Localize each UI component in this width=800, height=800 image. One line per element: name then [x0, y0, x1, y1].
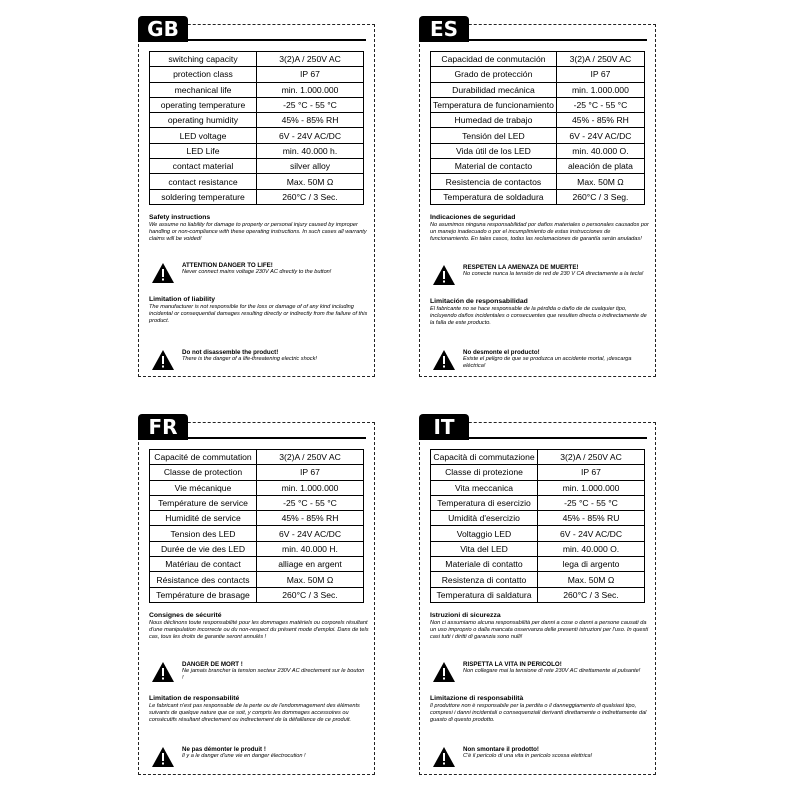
spec-value: -25 °C - 55 °C	[556, 97, 644, 112]
spec-value: min. 40.000 h.	[257, 143, 364, 158]
liability-title: Limitation de responsabilité	[149, 695, 240, 702]
spec-row	[150, 174, 364, 189]
spec-label: Umidità d'esercizio	[431, 511, 538, 526]
spec-value: -25 °C - 55 °C	[538, 495, 645, 510]
spec-label: Vita meccanica	[431, 480, 538, 495]
spec-label: Tensión del LED	[431, 128, 557, 143]
spec-label: LED Life	[150, 143, 257, 158]
divider	[468, 437, 647, 439]
spec-label: Humidité de service	[150, 511, 257, 526]
spec-label: Resistenza di contatto	[431, 572, 538, 587]
spec-label: Température de service	[150, 495, 257, 510]
spec-value: 45% - 85% RH	[556, 113, 644, 128]
spec-value: 6V - 24V AC/DC	[556, 128, 644, 143]
warning-text: Existe el peligro de que se produzca un accidente mortal, ¡descarga eléctrica!	[463, 356, 632, 369]
warning-triangle-icon	[151, 661, 175, 683]
spec-table	[149, 449, 364, 603]
spec-row	[431, 541, 645, 556]
spec-label: Material de contacto	[431, 159, 557, 174]
spec-row	[150, 465, 364, 480]
warning-title: Non smontare il prodotto!	[463, 746, 539, 753]
spec-row	[431, 495, 645, 510]
spec-row	[150, 113, 364, 128]
spec-row	[431, 526, 645, 541]
spec-label: Materiale di contatto	[431, 557, 538, 572]
spec-value: IP 67	[556, 67, 644, 82]
warning-disassemble	[151, 746, 366, 772]
safety-section	[149, 612, 369, 641]
spec-row	[150, 159, 364, 174]
warning-title: ATTENTION DANGER TO LIFE!	[182, 262, 273, 269]
spec-label: LED voltage	[150, 128, 257, 143]
spec-value: 6V - 24V AC/DC	[257, 128, 364, 143]
spec-row	[150, 572, 364, 587]
spec-value: min. 40.000 O.	[538, 541, 645, 556]
spec-row	[431, 82, 645, 97]
safety-title: Consignes de sécurité	[149, 612, 222, 619]
spec-row	[150, 511, 364, 526]
warning-title: RISPETTA LA VITA IN PERICOLO!	[463, 661, 562, 668]
warning-triangle-icon	[151, 746, 175, 768]
divider	[187, 39, 366, 41]
warning-triangle-icon	[151, 349, 175, 371]
warning-danger-to-life	[432, 661, 647, 687]
warning-disassemble	[151, 349, 366, 375]
safety-title: Indicaciones de seguridad	[430, 214, 516, 221]
spec-row	[431, 128, 645, 143]
spec-label: Matériau de contact	[150, 557, 257, 572]
spec-label: Vita del LED	[431, 541, 538, 556]
spec-label: Résistance des contacts	[150, 572, 257, 587]
liability-text: El fabricante no se hace responsable de la pérdida o daño de de cualquier tipo, incluyendo daños incidentales o consecuentes que resulten directa o indirectamente de la falla de este producto.	[430, 306, 647, 326]
spec-row	[150, 128, 364, 143]
spec-label: Tension des LED	[150, 526, 257, 541]
spec-label: mechanical life	[150, 82, 257, 97]
spec-row	[431, 189, 645, 204]
spec-value: 260°C / 3 Sec.	[257, 189, 364, 204]
spec-value: Max. 50M Ω	[538, 572, 645, 587]
warning-danger-to-life	[432, 264, 647, 290]
spec-row	[150, 189, 364, 204]
warning-text: Never connect mains voltage 230V AC directly to the button!	[182, 269, 332, 275]
spec-label: Grado de protección	[431, 67, 557, 82]
spec-value: 3(2)A / 250V AC	[538, 450, 645, 465]
spec-label: contact resistance	[150, 174, 257, 189]
language-tab: ES	[419, 16, 469, 42]
warning-title: Do not disassemble the product!	[182, 349, 279, 356]
spec-label: contact material	[150, 159, 257, 174]
spec-value: lega di argento	[538, 557, 645, 572]
spec-row	[150, 541, 364, 556]
spec-row	[431, 67, 645, 82]
spec-value: min. 1.000.000	[257, 480, 364, 495]
warning-triangle-icon	[432, 746, 456, 768]
warning-text: No conecte nunca la tensión de red de 230 V CA directamente a la tecla!	[463, 271, 644, 277]
spec-label: Classe de protection	[150, 465, 257, 480]
safety-title: Safety instructions	[149, 214, 211, 221]
spec-value: silver alloy	[257, 159, 364, 174]
spec-row	[150, 97, 364, 112]
liability-title: Limitation of liability	[149, 296, 216, 303]
spec-label: Capacità di commutazione	[431, 450, 538, 465]
spec-value: Max. 50M Ω	[257, 572, 364, 587]
spec-value: min. 1.000.000	[556, 82, 644, 97]
warning-disassemble	[432, 349, 647, 375]
safety-section	[430, 612, 650, 641]
spec-label: Temperatura de soldadura	[431, 189, 557, 204]
spec-value: min. 40.000 H.	[257, 541, 364, 556]
spec-row	[431, 480, 645, 495]
spec-value: aleación de plata	[556, 159, 644, 174]
card-es	[419, 17, 656, 377]
liability-title: Limitazione di responsabilità	[430, 695, 524, 702]
spec-value: 45% - 85% RH	[257, 113, 364, 128]
spec-value: 45% - 85% RU	[538, 511, 645, 526]
spec-value: min. 1.000.000	[257, 82, 364, 97]
language-tab: GB	[138, 16, 188, 42]
safety-text: Nous déclinons toute responsabilité pour les dommages matériels ou corporels résultant d'une manipulation incorrecte ou du non-respect du présent mode d'emploi. Dans de tels cas, tous les droits de garantie seront annulés !	[149, 620, 369, 640]
warning-title: DANGER DE MORT !	[182, 661, 243, 668]
spec-label: Capacidad de conmutación	[431, 52, 557, 67]
spec-value: Max. 50M Ω	[556, 174, 644, 189]
spec-row	[150, 557, 364, 572]
spec-value: IP 67	[257, 465, 364, 480]
warning-text: Ne jamais brancher la tension secteur 230V AC directement sur le bouton !	[182, 668, 365, 681]
warning-danger-to-life	[151, 262, 366, 288]
spec-label: Vida útil de los LED	[431, 143, 557, 158]
safety-section	[430, 214, 650, 243]
warning-title: Ne pas démonter le produit !	[182, 746, 266, 753]
safety-text: No asumimos ninguna responsabilidad por daños materiales o personales causados por un manejo inadecuado o por el incumplimiento de estas instrucciones de funcionamiento. En tales casos, todas las reclamaciones de garantía serán anuladas!	[430, 222, 649, 242]
spec-table	[430, 51, 645, 205]
spec-value: IP 67	[538, 465, 645, 480]
warning-text: C'è il pericolo di una vita in pericolo scossa elettrica!	[463, 753, 593, 759]
spec-value: -25 °C - 55 °C	[257, 495, 364, 510]
spec-value: alliage en argent	[257, 557, 364, 572]
spec-value: 6V - 24V AC/DC	[257, 526, 364, 541]
warning-text: Non collegare mai la tensione di rete 230V AC direttamente al pulsante!	[463, 668, 641, 674]
spec-value: 260°C / 3 Sec.	[538, 587, 645, 602]
spec-label: Vie mécanique	[150, 480, 257, 495]
spec-label: switching capacity	[150, 52, 257, 67]
spec-value: 260°C / 3 Sec.	[257, 587, 364, 602]
language-tab: FR	[138, 414, 188, 440]
warning-danger-to-life	[151, 661, 366, 687]
spec-row	[150, 480, 364, 495]
spec-row	[431, 52, 645, 67]
spec-row	[431, 143, 645, 158]
safety-text: We assume no liability for damage to property or personal injury caused by improper handling or non-compliance with these operating instructions. In such cases all warranty claims will be voided!	[149, 222, 367, 242]
spec-label: Voltaggio LED	[431, 526, 538, 541]
spec-row	[150, 587, 364, 602]
spec-value: 6V - 24V AC/DC	[538, 526, 645, 541]
liability-title: Limitación de responsabilidad	[430, 298, 528, 305]
spec-label: soldering temperature	[150, 189, 257, 204]
language-tab: IT	[419, 414, 469, 440]
liability-section	[149, 695, 369, 724]
divider	[468, 39, 647, 41]
spec-label: Temperatura de funcionamiento	[431, 97, 557, 112]
spec-label: Temperatura di esercizio	[431, 495, 538, 510]
spec-row	[431, 557, 645, 572]
card-fr	[138, 415, 375, 775]
liability-section	[149, 296, 369, 325]
liability-section	[430, 695, 650, 724]
spec-row	[431, 159, 645, 174]
spec-row	[150, 526, 364, 541]
spec-value: Max. 50M Ω	[257, 174, 364, 189]
spec-row	[150, 67, 364, 82]
warning-title: RESPETEN LA AMENAZA DE MUERTE!	[463, 264, 579, 271]
spec-row	[150, 82, 364, 97]
spec-row	[431, 572, 645, 587]
spec-value: 3(2)A / 250V AC	[556, 52, 644, 67]
spec-row	[150, 495, 364, 510]
spec-value: 3(2)A / 250V AC	[257, 52, 364, 67]
spec-label: Température de brasage	[150, 587, 257, 602]
spec-row	[431, 465, 645, 480]
liability-text: Le fabricant n'est pas responsable de la perte ou de l'endommagement des éléments suivants de quelque nature que ce soit, y compris les dommages accessoires ou consécutifs résultant directement ou indirectement de la défaillance de ce produit.	[149, 703, 360, 723]
spec-table	[430, 449, 645, 603]
liability-section	[430, 298, 650, 327]
warning-title: No desmonte el producto!	[463, 349, 540, 356]
warning-text: There is the danger of a life-threatening electric shock!	[182, 356, 317, 362]
liability-text: The manufacturer is not responsible for the loss or damage of of any kind including incidental or consequential damages resulting directly or indirectly from the failure of this product.	[149, 304, 368, 324]
safety-section	[149, 214, 369, 243]
spec-row	[150, 52, 364, 67]
safety-title: Istruzioni di sicurezza	[430, 612, 501, 619]
warning-disassemble	[432, 746, 647, 772]
spec-label: Humedad de trabajo	[431, 113, 557, 128]
warning-triangle-icon	[432, 264, 456, 286]
spec-row	[431, 587, 645, 602]
spec-label: protection class	[150, 67, 257, 82]
warning-triangle-icon	[432, 661, 456, 683]
spec-label: operating temperature	[150, 97, 257, 112]
card-it	[419, 415, 656, 775]
spec-row	[150, 450, 364, 465]
liability-text: Il produttore non è responsabile per la perdita o il danneggiamento di qualsiasi tipo, compresi i danni incidentali o consequenziali derivanti direttamente o indirettamente dal guasto di questo prodotto.	[430, 703, 647, 723]
spec-row	[150, 143, 364, 158]
spec-label: Durée de vie des LED	[150, 541, 257, 556]
spec-value: min. 1.000.000	[538, 480, 645, 495]
safety-text: Non ci assumiamo alcuna responsabilità per danni a cose o danni a persone causati da un uso improprio o dalla mancata osservanza delle presenti istruzioni per l'uso. In questi casi tutti i diritti di garanzia sono nulli!	[430, 620, 649, 640]
warning-text: Il y a le danger d'une vie en danger électrocution !	[182, 753, 306, 759]
spec-row	[431, 450, 645, 465]
spec-value: 45% - 85% RH	[257, 511, 364, 526]
spec-label: Temperatura di saldatura	[431, 587, 538, 602]
spec-value: min. 40.000 O.	[556, 143, 644, 158]
card-gb	[138, 17, 375, 377]
spec-table	[149, 51, 364, 205]
spec-value: IP 67	[257, 67, 364, 82]
spec-row	[431, 174, 645, 189]
spec-value: -25 °C - 55 °C	[257, 97, 364, 112]
spec-label: Resistencia de contactos	[431, 174, 557, 189]
spec-value: 260°C / 3 Seg.	[556, 189, 644, 204]
divider	[187, 437, 366, 439]
spec-row	[431, 511, 645, 526]
spec-label: operating humidity	[150, 113, 257, 128]
warning-triangle-icon	[151, 262, 175, 284]
spec-row	[431, 113, 645, 128]
spec-label: Durabilidad mecánica	[431, 82, 557, 97]
spec-label: Capacité de commutation	[150, 450, 257, 465]
warning-triangle-icon	[432, 349, 456, 371]
spec-value: 3(2)A / 250V AC	[257, 450, 364, 465]
spec-label: Classe di protezione	[431, 465, 538, 480]
spec-row	[431, 97, 645, 112]
